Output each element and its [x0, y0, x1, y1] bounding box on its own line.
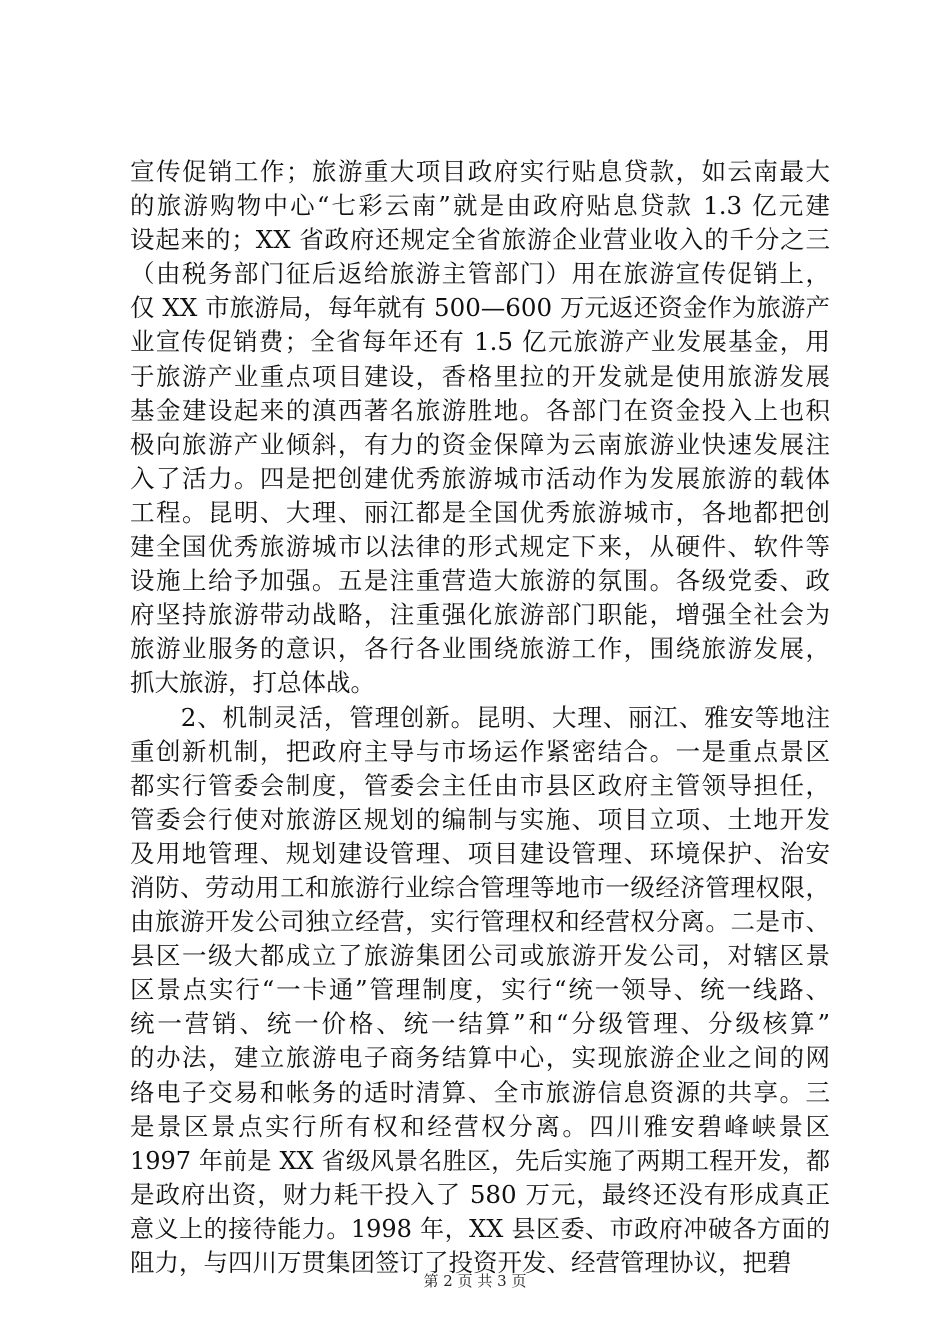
text-line: 管委会行使对旅游区规划的编制与实施、项目立项、土地开发: [130, 804, 830, 834]
text-line: 极向旅游产业倾斜，有力的资金保障为云南旅游业快速发展注: [130, 429, 830, 459]
text-line: 阻力，与四川万贯集团签订了投资开发、经营管理协议，把碧: [130, 1248, 792, 1277]
text-line: 的旅游购物中心“七彩云南”就是由政府贴息贷款 1.3 亿元建: [130, 191, 830, 221]
text-line: 业宣传促销费；全省每年还有 1.5 亿元旅游产业发展基金，用: [130, 327, 830, 357]
text-line: 区景点实行“一卡通”管理制度，实行“统一领导、统一线路、: [130, 975, 830, 1005]
text-line: 仅 XX 市旅游局，每年就有 500—600 万元返还资金作为旅游产: [130, 293, 830, 323]
text-line: 意义上的接待能力。1998 年，XX 县区委、市政府冲破各方面的: [130, 1214, 830, 1243]
text-line: 入了活力。四是把创建优秀旅游城市活动作为发展旅游的载体: [130, 463, 830, 493]
text-line: （由税务部门征后返给旅游主管部门）用在旅游宣传促销上，: [130, 259, 830, 289]
text-line: 旅游业服务的意识，各行各业围绕旅游工作，围绕旅游发展，: [130, 634, 830, 664]
text-line: 府坚持旅游带动战略，注重强化旅游部门职能，增强全社会为: [130, 600, 830, 630]
text-line: 都实行管委会制度，管委会主任由市县区政府主管领导担任，: [130, 770, 830, 800]
page-footer: 第 2 页 共 3 页: [423, 1272, 527, 1290]
text-line: 由旅游开发公司独立经营，实行管理权和经营权分离。二是市、: [130, 907, 830, 937]
text-line: 是景区景点实行所有权和经营权分离。四川雅安碧峰峡景区: [130, 1111, 830, 1141]
text-line: 设施上给予加强。五是注重营造大旅游的氛围。各级党委、政: [130, 566, 830, 596]
text-line: 及用地管理、规划建设管理、项目建设管理、环境保护、治安: [130, 838, 830, 868]
text-line: 设起来的；XX 省政府还规定全省旅游企业营业收入的千分之三: [130, 225, 830, 255]
text-line: 于旅游产业重点项目建设，香格里拉的开发就是使用旅游发展: [130, 361, 830, 391]
text-line: 建全国优秀旅游城市以法律的形式规定下来，从硬件、软件等: [130, 532, 830, 562]
text-line: 抓大旅游，打总体战。: [130, 668, 375, 698]
text-line: 1997 年前是 XX 省级风景名胜区，先后实施了两期工程开发，都: [130, 1146, 830, 1175]
text-line: 络电子交易和帐务的适时清算、全市旅游信息资源的共享。三: [130, 1077, 830, 1107]
text-line: 统一营销、统一价格、统一结算”和“分级管理、分级核算”: [130, 1009, 830, 1039]
text-line: 县区一级大都成立了旅游集团公司或旅游开发公司，对辖区景: [130, 941, 830, 971]
text-line: 基金建设起来的滇西著名旅游胜地。各部门在资金投入上也积: [130, 395, 830, 425]
text-line: 消防、劳动用工和旅游行业综合管理等地市一级经济管理权限，: [130, 872, 830, 902]
text-line: 重创新机制，把政府主导与市场运作紧密结合。一是重点景区: [130, 736, 830, 766]
body-text: [130, 155, 830, 1280]
text-line: 2、机制灵活，管理创新。昆明、大理、丽江、雅安等地注: [130, 702, 830, 732]
text-line: 工程。昆明、大理、丽江都是全国优秀旅游城市，各地都把创: [130, 497, 830, 527]
text-line: 宣传促销工作；旅游重大项目政府实行贴息贷款，如云南最大: [130, 157, 830, 186]
text-line: 的办法，建立旅游电子商务结算中心，实现旅游企业之间的网: [130, 1043, 830, 1073]
text-line: 是政府出资，财力耗干投入了 580 万元，最终还没有形成真正: [130, 1179, 830, 1209]
